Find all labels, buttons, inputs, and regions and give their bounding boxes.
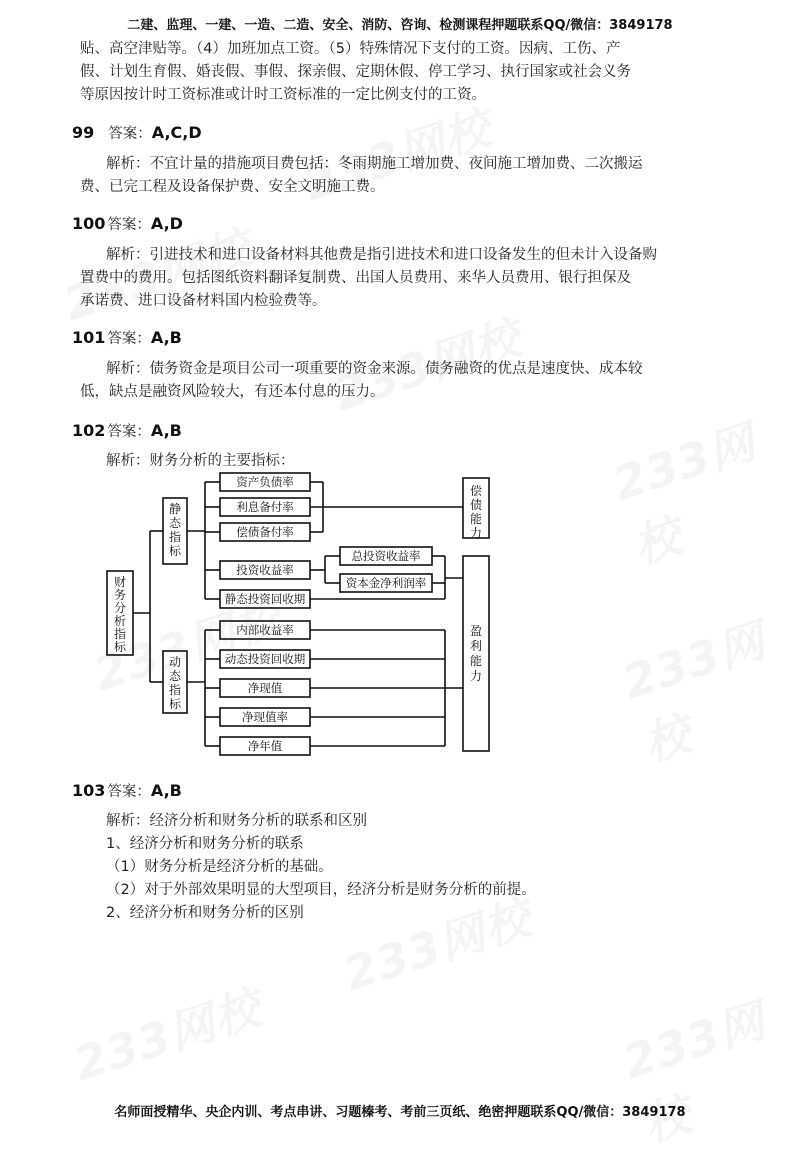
- dynamic-item-label: 净现值率: [242, 710, 288, 724]
- root-char: 标: [113, 640, 127, 654]
- answer-value: A,B: [150, 421, 182, 440]
- static-item-label: 利息备付率: [236, 500, 294, 514]
- dynamic-char: 指: [168, 683, 182, 697]
- static-item-label: 偿债备付率: [236, 525, 294, 539]
- roi-sub-label: 总投资收益率: [351, 549, 421, 563]
- static-item-label: 静态投资回收期: [224, 592, 306, 606]
- page-header: 二建、监理、一建、一造、二造、安全、消防、咨询、检测课程押题联系QQ/微信：3849178: [127, 18, 673, 33]
- explanation-line: 2、经济分析和财务分析的区别: [106, 905, 304, 921]
- static-char: 态: [168, 516, 182, 530]
- dynamic-item-label: 净现值: [247, 681, 283, 695]
- static-char: 指: [168, 530, 182, 544]
- explanation-line: 费、已完工程及设备保护费、安全文明施工费。: [80, 179, 385, 195]
- root-char: 分: [113, 601, 127, 615]
- profitability-char: 力: [469, 669, 483, 683]
- answer-label: 答案：: [107, 784, 151, 800]
- root-char: 析: [113, 614, 127, 628]
- page-footer: 名师面授精华、央企内训、考点串讲、习题榛考、考前三页纸、绝密押题联系QQ/微信：3849178: [114, 1105, 686, 1120]
- continuation-line: 等原因按计时工资标准或计时工资标准的一定比例支付的工资。: [80, 87, 486, 103]
- solvency-char: 偿: [469, 484, 483, 498]
- static-char: 静: [168, 502, 182, 516]
- explanation-line: 承诺费、进口设备材料国内检验费等。: [80, 293, 327, 309]
- solvency-char: 能: [469, 512, 483, 526]
- question-103-answer-row: [72, 780, 182, 801]
- dynamic-item-label: 内部收益率: [236, 623, 294, 637]
- solvency-char: 债: [469, 498, 483, 512]
- profitability-char: 能: [469, 654, 483, 668]
- answer-label: 答案：: [108, 126, 152, 142]
- question-number: 99: [72, 123, 95, 142]
- dynamic-char: 标: [168, 697, 182, 711]
- watermark: [65, 972, 269, 1094]
- answer-label: 答案：: [107, 331, 151, 347]
- question-number: 102: [72, 421, 106, 440]
- explanation-line: 解析：不宜计量的措施项目费包括：冬雨期施工增加费、夜间施工增加费、二次搬运: [106, 156, 643, 172]
- answer-value: A,B: [150, 781, 182, 800]
- question-number: 100: [72, 214, 106, 233]
- profitability-char: 盈: [469, 624, 483, 638]
- explanation-line: 解析：财务分析的主要指标：: [106, 453, 295, 469]
- profitability-char: 利: [469, 639, 483, 653]
- answer-label: 答案：: [107, 217, 151, 233]
- solvency-char: 力: [469, 526, 483, 540]
- explanation-line: （2）对于外部效果明显的大型项目，经济分析是财务分析的前提。: [106, 882, 536, 898]
- root-char: 务: [113, 588, 127, 602]
- watermark: [614, 977, 800, 1155]
- explanation-line: （1）财务分析是经济分析的基础。: [106, 859, 333, 875]
- explanation-line: 解析：引进技术和进口设备材料其他费是指引进技术和进口设备发生的但未计入设备购: [106, 247, 657, 263]
- roi-sub-label: 资本金净利润率: [345, 576, 427, 590]
- question-number: 103: [72, 781, 106, 800]
- explanation-line: 低，缺点是融资风险较大，有还本付息的压力。: [80, 384, 385, 400]
- explanation-line: 置费中的费用。包括图纸资料翻译复制费、出国人员费用、来华人员费用、银行担保及: [80, 270, 631, 286]
- explanation-line: 解析：经济分析和财务分析的联系和区别: [106, 813, 367, 829]
- answer-label: 答案：: [107, 424, 151, 440]
- root-char: 指: [113, 627, 127, 641]
- static-item-label: 资产负债率: [236, 475, 294, 489]
- continuation-line: 贴、高空津贴等。（4）加班加点工资。（5）特殊情况下支付的工资。因病、工伤、产: [80, 41, 621, 57]
- static-char: 标: [168, 544, 182, 558]
- question-number: 101: [72, 328, 106, 347]
- root-char: 财: [113, 575, 127, 589]
- answer-value: A,C,D: [151, 123, 202, 142]
- dynamic-item-label: 净年值: [247, 739, 283, 753]
- static-item-label: 投资收益率: [236, 563, 294, 577]
- explanation-line: 1、经济分析和财务分析的联系: [106, 836, 304, 852]
- answer-value: A,B: [150, 328, 182, 347]
- dynamic-char: 态: [168, 669, 182, 683]
- continuation-line: 假、计划生育假、婚丧假、事假、探亲假、定期休假、停工学习、执行国家或社会义务: [80, 64, 631, 80]
- answer-value: A,D: [150, 214, 183, 233]
- dynamic-item-label: 动态投资回收期: [224, 652, 306, 666]
- explanation-line: 解析：债务资金是项目公司一项重要的资金来源。债务融资的优点是速度快、成本较: [106, 361, 643, 377]
- dynamic-char: 动: [168, 655, 182, 669]
